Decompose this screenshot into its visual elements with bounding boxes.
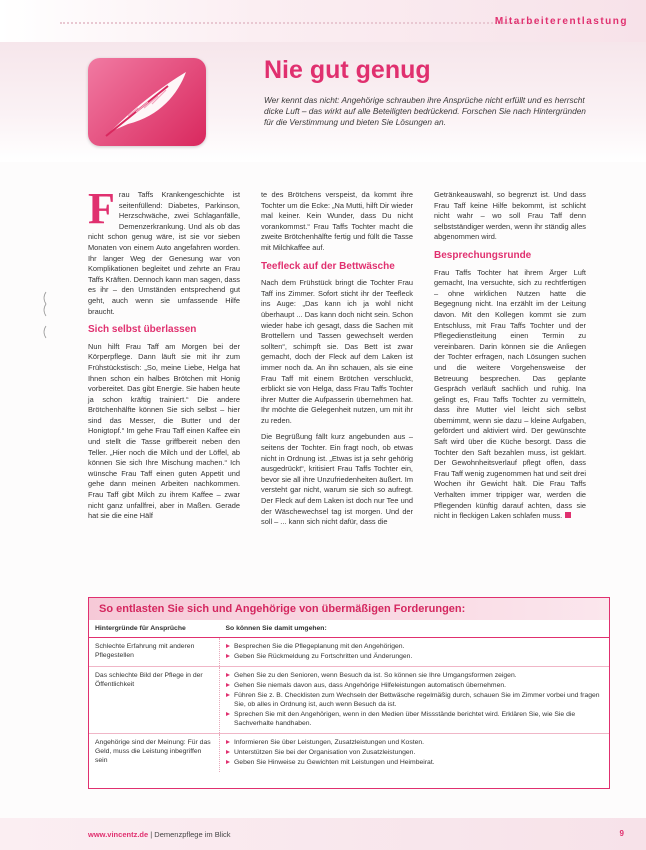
- footer-credit: [88, 830, 231, 839]
- paragraph-text: rau Taffs Krankengeschichte ist seitenfüllend: Diabetes, Parkinson, Herzschwäche, zwei Schlaganfälle, Demenzerkrankung. Und als ob das nicht schon genug wäre, ist sie vor sieben Monaten von einem Auto angefahren worden. Ihr langer Weg der Genesung war von Komplikationen begleitet und zehrte an Frau Taffs Kräften. Dennoch kann man sagen, dass es ihr – den Umständen entsprechend gut geht, auch wenn sie umfassende Hilfe braucht.: [88, 190, 240, 316]
- subheading-self-left-alone: Sich selbst überlassen: [88, 324, 197, 336]
- margin-bracket-marks: [40, 290, 50, 350]
- list-item: Besprechen Sie die Pflegeplanung mit den Angehörigen.: [226, 642, 603, 651]
- tips-table-header-row: [89, 620, 609, 638]
- header-band: [0, 0, 646, 42]
- tips-reason: Das schlechte Bild der Pflege in der Öffentlichkeit: [89, 667, 220, 734]
- tips-col-head-actions: So können Sie damit umgehen:: [220, 620, 610, 638]
- table-row: [89, 734, 609, 773]
- paragraph: Nun hilft Frau Taff am Morgen bei der Körperpflege. Dann läuft sie mit ihr zum Frühstückstisch: „So, meine Liebe, Helga hat Ihnen schon ein halbes Brötchen mit Honig vorbereitet. Das gibt Energie. Sie haben heute ja schon kräftig trainiert.“ Die andere Brötchenhälfte können Sie sich selbst – hier sind das Messer, die Butter und der Honigtopf.“ Im gehe Frau Taff einen Kaffee ein und stellt die Tasse griffbereit neben den Teller. „Hier noch die Milch und der Löffel, ab können Sie sich Ihre Mischung machen.“ Ich wünsche Frau Taff einen guten Appetit und gehe dann meinen Arbeiten nachkommen. Frau Taff gibt Milch zu ihrem Kaffee – zwar nicht ganz unfallfrei, aber in Maßen. Gerade hat sie die eine Hälf: [88, 341, 240, 521]
- subheading-meeting: Besprechungsrunde: [434, 249, 532, 261]
- section-label: Mitarbeiterentlastung: [494, 16, 628, 27]
- article-column-2: [261, 190, 413, 534]
- tips-reason: Angehörige sind der Meinung: Für das Geld, muss die Leistung inbegriffen sein: [89, 734, 220, 773]
- paragraph: [88, 184, 240, 317]
- page-number: 9: [619, 829, 624, 838]
- table-row: [89, 638, 609, 667]
- header-dotted-rule: [60, 22, 536, 24]
- table-row: [89, 667, 609, 734]
- tips-actions: [220, 667, 610, 734]
- paragraph: [434, 268, 586, 522]
- article-column-3: [434, 190, 586, 528]
- page-footer: [0, 818, 646, 850]
- list-item: Geben Sie Hinweise zu Gewichten mit Leistungen und Heimbeirat.: [226, 758, 603, 767]
- paragraph: Die Begrüßung fällt kurz angebunden aus – seitens der Tochter. Ein fragt noch, ob etwas nicht in Ordnung ist. „Etwas ist ja sehr gehörig ausgedrückt“, kritisiert Frau Taffs Tochter ein, bevor sie all ihre Unzufriedenheiten äußert. Im versteht gar nicht, warum sie sich so aufregt. Der Fleck auf dem Laken ist doch nur Tee und der Wäschewechsel tag ist morgen. Und der soll – ... kann sich nicht dafür, dass die: [261, 432, 413, 527]
- article-lead: Wer kennt das nicht: Angehörige schrauben ihre Ansprüche nicht erfüllt und es herrscht dicke Luft – das wirkt auf alle Beteiligten bedrückend. Forschen Sie nach Hintergründen für die Verstimmung und bieten Sie Lösungen an.: [264, 95, 586, 127]
- tips-col-head-reasons: Hintergründe für Ansprüche: [89, 620, 220, 638]
- subheading-tea-stain: Teefleck auf der Bettwäsche: [261, 260, 395, 272]
- feather-icon: [98, 64, 196, 140]
- footer-url-link[interactable]: www.vincentz.de: [88, 830, 149, 839]
- tips-actions: [220, 638, 610, 667]
- drop-cap: F: [88, 184, 115, 233]
- tips-actions: [220, 734, 610, 773]
- article-title: Nie gut genug: [264, 56, 431, 84]
- end-mark-icon: [565, 512, 571, 518]
- list-item: Geben Sie Rückmeldung zu Fortschritten und Änderungen.: [226, 652, 603, 661]
- footer-publication: | Demenzpflege im Blick: [150, 830, 231, 839]
- paragraph-text: Frau Taffs Tochter hat ihrem Ärger Luft gemacht, Ina versuchte, sich zu rechtfertigen – ohne wirklichen Nutzen hatte die Begegnung nicht. Ina erzählt im der Leitung davon. Mit den Kollegen kommt sie zum Entschluss, mit Frau Taffs Tochter und der Pflegedienstleitung einen Termin zu vereinbaren. Darin können sie die Anliegen der Tochter erfragen, nach Lösungen suchen und die weitere Vorgehensweise der Betreuung besprechen. Das geplante Gespräch verläuft sachlich und ruhig. Ina gelingt es, Frau Taffs Tochter zu vermitteln, dass ihre Mutter viel leicht sich selbst übernimmt, wenn sie dazu – kleine Aufgaben, gefördert und aktiviert wird. Der gewünschte Saft wird über die Küche besorgt. Dass die Tochter den Saft bezahlen muss, ist geklärt. Der Gewohnheitsverlauf pflegt offen, dass Frau Taff wenig zugenommen hat und seit drei Wochen ihr Gewicht hält. Die Frau Taffs Verhalten immer trippiger war, werden die Pflegenden künftig darauf achten, dass sie nicht in fleckigen Laken schlafen muss.: [434, 267, 586, 521]
- paragraph: Getränkeauswahl, so begrenzt ist. Und dass Frau Taff keine Hilfe bekommt, ist schlicht nicht wahr – wo soll Frau Taff denn selbstständiger werden, wenn ihr ständig alles abgenommen wird.: [434, 190, 586, 242]
- article-column-1: [88, 184, 240, 528]
- tips-box-title: So entlasten Sie sich und Angehörige von übermäßigen Forderungen:: [89, 598, 609, 620]
- paragraph: Nach dem Frühstück bringt die Tochter Frau Taff ins Zimmer. Sofort sticht ihr der Teefleck ins Auge: „Das kann ich ja wohl nicht überhaupt ... Das kann doch nicht sein. Schon wieder habe ich gesagt, dass die Sachen mit Brottellern und Tassen gewechselt werden sollten“, schimpft sie. Das Bett ist zwar gemacht, doch der Fleck auf dem Laken ist immer noch da. An ihn schauen, als sie eine Frau Taff mit einem Brötchen verschluckt, erblickt sie von Helga, dass Frau Taffs Tochter ihrer Mutter die Aufpasserin übernehmen hat. Ihr möchte die Gelegenheit nutzen, um mit ihr zu reden.: [261, 278, 413, 425]
- list-item: Sprechen Sie mit den Angehörigen, wenn in den Medien über Missstände berichtet wird. Erklären Sie, wie Sie die Sachverhalte handhaben.: [226, 710, 603, 728]
- list-item: Gehen Sie zu den Senioren, wenn Besuch da ist. So können sie Ihre Umgangsformen zeigen.: [226, 671, 603, 680]
- feather-icon-box: [88, 58, 206, 146]
- tips-box: [88, 597, 610, 789]
- list-item: Informieren Sie über Leistungen, Zusatzleistungen und Kosten.: [226, 738, 603, 747]
- tips-reason: Schlechte Erfahrung mit anderen Pflegestellen: [89, 638, 220, 667]
- list-item: Führen Sie z. B. Checklisten zum Wechseln der Bettwäsche regelmäßig durch, schauen Sie im Zimmer vorbei und fragen Sie, ob alles in Ordnung ist, auch wenn Besuch da ist.: [226, 691, 603, 709]
- tips-table: [89, 620, 609, 772]
- list-item: Unterstützen Sie bei der Organisation von Zusatzleistungen.: [226, 748, 603, 757]
- list-item: Gehen Sie niemals davon aus, dass Angehörige Hilfeleistungen automatisch übernehmen.: [226, 681, 603, 690]
- paragraph: te des Brötchens verspeist, da kommt ihre Tochter um die Ecke: „Na Mutti, hilft Dir wieder mal keiner. Kein Wunder, dass Du nicht vorankommst.“ Frau Taffs Tochter macht die zweite Brötchenhälfte fertig und füllt die Tasse mit Milchkaffee auf.: [261, 190, 413, 252]
